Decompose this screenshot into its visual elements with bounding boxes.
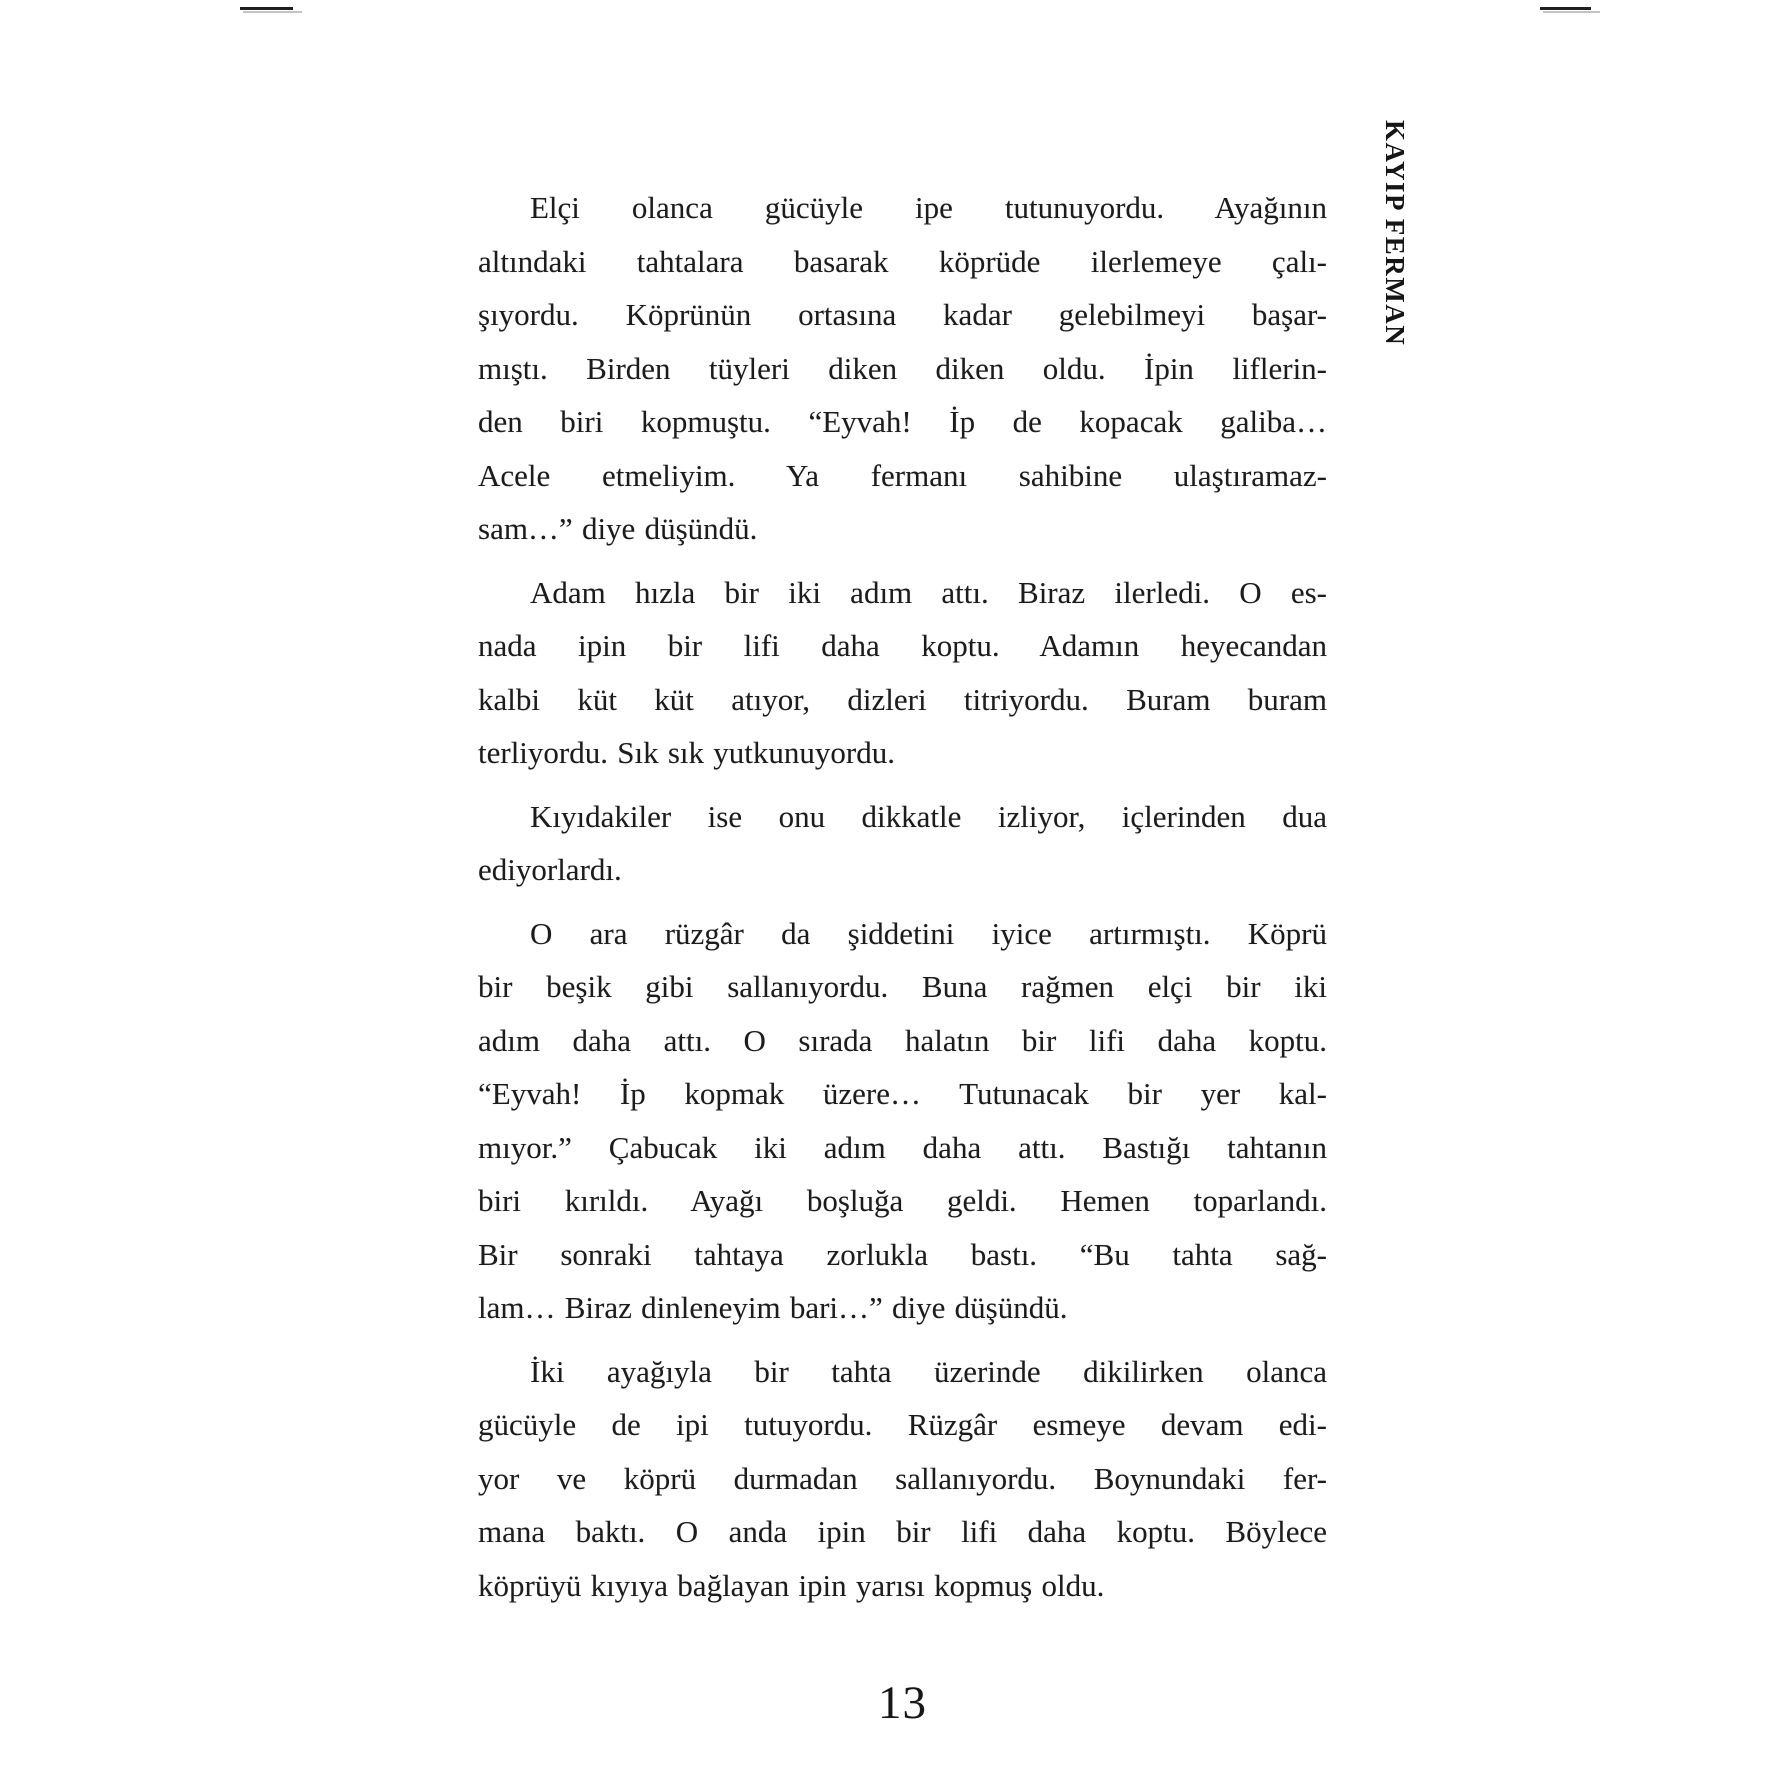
text-line: şıyordu. Köprünün ortasına kadar gelebilmeyi başar- [478, 297, 1327, 332]
text-line: “Eyvah! İp kopmak üzere… Tutunacak bir yer kal- [478, 1076, 1327, 1111]
text-line: O ara rüzgâr da şiddetini iyice artırmıştı. Köprü [530, 915, 1327, 951]
text-line: mıştı. Birden tüyleri diken diken oldu. İpin liflerin- [478, 350, 1327, 386]
paragraph [478, 790, 1327, 897]
text-line: terliyordu. Sık sık yutkunuyordu. [478, 735, 895, 770]
paragraph [478, 1345, 1327, 1613]
text-line: Bir sonraki tahtaya zorlukla bastı. “Bu tahta sağ- [478, 1236, 1327, 1272]
text-line: adım daha attı. O sırada halatın bir lifi daha koptu. [478, 1022, 1327, 1058]
paragraph [478, 566, 1327, 780]
text-line: köprüyü kıyıya bağlayan ipin yarısı kopmuş oldu. [478, 1567, 1105, 1603]
text-line: İki ayağıyla bir tahta üzerinde dikilirken olanca [530, 1353, 1327, 1389]
text-line: Acele etmeliyim. Ya fermanı sahibine ulaştıramaz- [478, 457, 1327, 493]
text-line: Adam hızla bir iki adım attı. Biraz ilerledi. O es- [530, 574, 1327, 610]
text-line: kalbi küt küt atıyor, dizleri titriyordu. Buram buram [478, 681, 1327, 717]
text-line: mana baktı. O anda ipin bir lifi daha koptu. Böylece [478, 1514, 1327, 1549]
text-line: ediyorlardı. [478, 852, 622, 887]
text-line: mıyor.” Çabucak iki adım daha attı. Bastığı tahtanın [478, 1129, 1327, 1165]
text-line: altındaki tahtalara basarak köprüde ilerlemeye çalı- [478, 243, 1327, 279]
top-left-rule-mark [240, 7, 293, 10]
running-head: KAYIP FERMAN [1380, 120, 1410, 347]
text-line: biri kırıldı. Ayağı boşluğa geldi. Hemen toparlandı. [478, 1183, 1327, 1218]
text-line: yor ve köprü durmadan sallanıyordu. Boynundaki fer- [478, 1460, 1327, 1496]
text-line: Elçi olanca gücüyle ipe tutunuyordu. Ayağının [530, 190, 1327, 225]
text-line: nada ipin bir lifi daha koptu. Adamın heyecandan [478, 628, 1327, 663]
text-line: bir beşik gibi sallanıyordu. Buna rağmen elçi bir iki [478, 969, 1327, 1004]
text-line: Kıyıdakiler ise onu dikkatle izliyor, içlerinden dua [530, 798, 1327, 834]
body-text [478, 181, 1327, 1612]
top-right-rule-mark [1540, 7, 1591, 10]
paragraph [478, 181, 1327, 556]
paragraph [478, 907, 1327, 1335]
page-number: 13 [878, 1677, 927, 1729]
text-line: lam… Biraz dinleneyim bari…” diye düşündü. [478, 1290, 1068, 1325]
text-line: gücüyle de ipi tutuyordu. Rüzgâr esmeye devam edi- [478, 1407, 1327, 1442]
text-line: sam…” diye düşündü. [478, 511, 758, 546]
text-line: den biri kopmuştu. “Eyvah! İp de kopacak galiba… [478, 404, 1327, 439]
